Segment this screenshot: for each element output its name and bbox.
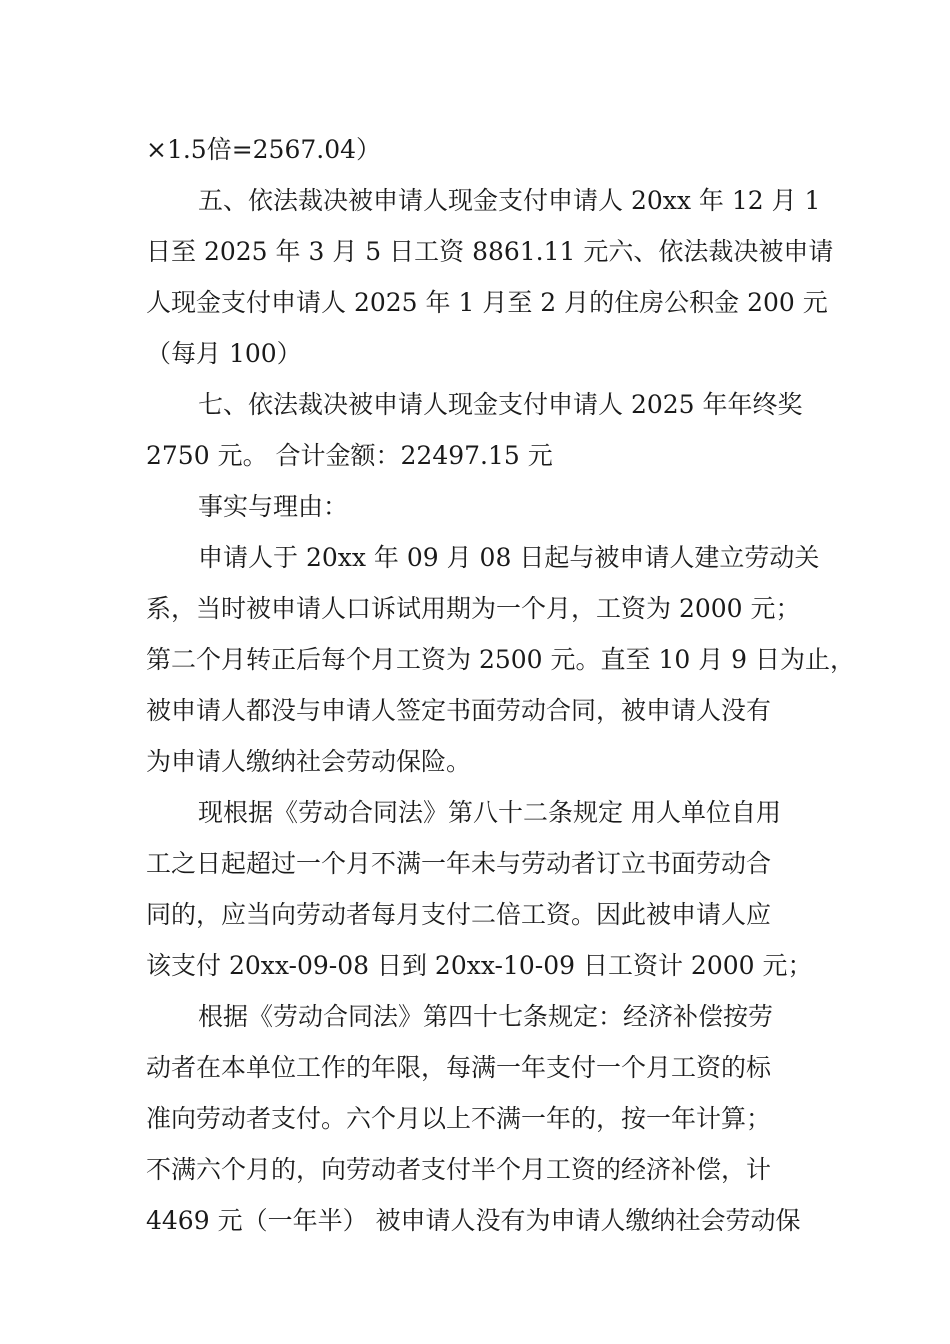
text-line: 不满六个月的，向劳动者支付半个月工资的经济补偿，计: [146, 1155, 772, 1184]
paragraph-item-7: 七、依法裁决被申请人现金支付申请人 2025 年年终奖: [198, 390, 803, 419]
paragraph-article-47: 根据《劳动合同法》第四十七条规定：经济补偿按劳: [198, 1002, 774, 1031]
text-line: 日至 2025 年 3 月 5 日工资 8861.11 元六、依法裁决被申请: [146, 237, 834, 266]
text-line: 第二个月转正后每个月工资为 2500 元。直至 10 月 9 日为止，: [146, 645, 856, 674]
text-line: 系，当时被申请人口诉试用期为一个月，工资为 2000 元；: [146, 594, 801, 623]
text-line: 该支付 20xx-09-08 日到 20xx-10-09 日工资计 2000 元；: [146, 951, 813, 980]
text-line: 人现金支付申请人 2025 年 1 月至 2 月的住房公积金 200 元: [146, 288, 828, 317]
text-line: 同的，应当向劳动者每月支付二倍工资。因此被申请人应: [146, 900, 772, 929]
paragraph-article-82: 现根据《劳动合同法》第八十二条规定 用人单位自用: [198, 798, 781, 827]
section-heading: 事实与理由：: [198, 492, 349, 521]
text-line: 工之日起超过一个月不满一年未与劳动者订立书面劳动合: [146, 849, 772, 878]
text-line: 4469 元（一年半） 被申请人没有为申请人缴纳社会劳动保: [146, 1206, 801, 1235]
text-line: 准向劳动者支付。六个月以上不满一年的，按一年计算；: [146, 1104, 772, 1133]
paragraph-item-5: 五、依法裁决被申请人现金支付申请人 20xx 年 12 月 1: [198, 186, 821, 215]
total-amount-line: 2750 元。 合计金额：22497.15 元: [146, 441, 553, 470]
text-line: 被申请人都没与申请人签定书面劳动合同，被申请人没有: [146, 696, 772, 725]
text-line: ×1.5倍=2567.04）: [146, 135, 382, 164]
text-line: （每月 100）: [146, 339, 302, 368]
paragraph-facts: 申请人于 20xx 年 09 月 08 日起与被申请人建立劳动关: [198, 543, 820, 572]
text-line: 为申请人缴纳社会劳动保险。: [146, 747, 472, 776]
document-body: [146, 124, 856, 1246]
text-line: 动者在本单位工作的年限，每满一年支付一个月工资的标: [146, 1053, 772, 1082]
